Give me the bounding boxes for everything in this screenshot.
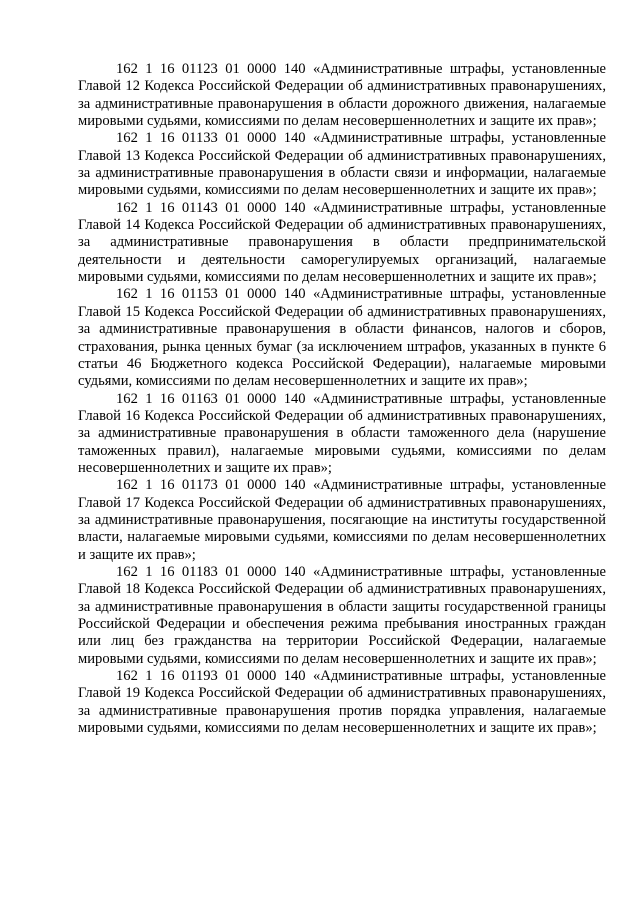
paragraph-code-01183: 162 1 16 01183 01 0000 140 «Административные штрафы, установленные Главой 18 Кодекса Российской Федерации об административных правонарушениях, за административные правонарушения в области защиты государственной границы Российской Федерации и обеспечения режима пребывания иностранных граждан или лиц без гражданства на территории Российской Федерации, налагаемые мировыми судьями, комиссиями по делам несовершеннолетних и защите их прав»; xyxy=(78,563,606,667)
document-body xyxy=(78,61,606,737)
paragraph-code-01163: 162 1 16 01163 01 0000 140 «Административные штрафы, установленные Главой 16 Кодекса Российской Федерации об административных правонарушениях, за административные правонарушения в области таможенного дела (нарушение таможенных правил), налагаемые мировыми судьями, комиссиями по делам несовершеннолетних и защите их прав»; xyxy=(78,390,606,476)
paragraph-code-01143: 162 1 16 01143 01 0000 140 «Административные штрафы, установленные Главой 14 Кодекса Российской Федерации об административных правонарушениях, за административные правонарушения в области предпринимательской деятельности и деятельности саморегулируемых организаций, налагаемые мировыми судьями, комиссиями по делам несовершеннолетних и защите их прав»; xyxy=(78,199,606,286)
paragraph-code-01173: 162 1 16 01173 01 0000 140 «Административные штрафы, установленные Главой 17 Кодекса Российской Федерации об административных правонарушениях, за административные правонарушения, посягающие на институты государственной власти, налагаемые мировыми судьями, комиссиями по делам несовершеннолетних и защите их прав»; xyxy=(78,477,606,563)
paragraph-code-01123: 162 1 16 01123 01 0000 140 «Административные штрафы, установленные Главой 12 Кодекса Российской Федерации об административных правонарушениях, за административные правонарушения в области дорожного движения, налагаемые мировыми судьями, комиссиями по делам несовершеннолетних и защите их прав»; xyxy=(78,61,606,130)
paragraph-code-01193: 162 1 16 01193 01 0000 140 «Административные штрафы, установленные Главой 19 Кодекса Российской Федерации об административных правонарушениях, за административные правонарушения против порядка управления, налагаемые мировыми судьями, комиссиями по делам несовершеннолетних и защите их прав»; xyxy=(78,668,606,737)
paragraph-code-01133: 162 1 16 01133 01 0000 140 «Административные штрафы, установленные Главой 13 Кодекса Российской Федерации об административных правонарушениях, за административные правонарушения в области связи и информации, налагаемые мировыми судьями, комиссиями по делам несовершеннолетних и защите их прав»; xyxy=(78,130,606,199)
paragraph-code-01153: 162 1 16 01153 01 0000 140 «Административные штрафы, установленные Главой 15 Кодекса Российской Федерации об административных правонарушениях, за административные правонарушения в области финансов, налогов и сборов, страхования, рынка ценных бумаг (за исключением штрафов, указанных в пункте 6 статьи 46 Бюджетного кодекса Российской Федерации), налагаемые мировыми судьями, комиссиями по делам несовершеннолетних и защите их прав»; xyxy=(78,286,606,390)
